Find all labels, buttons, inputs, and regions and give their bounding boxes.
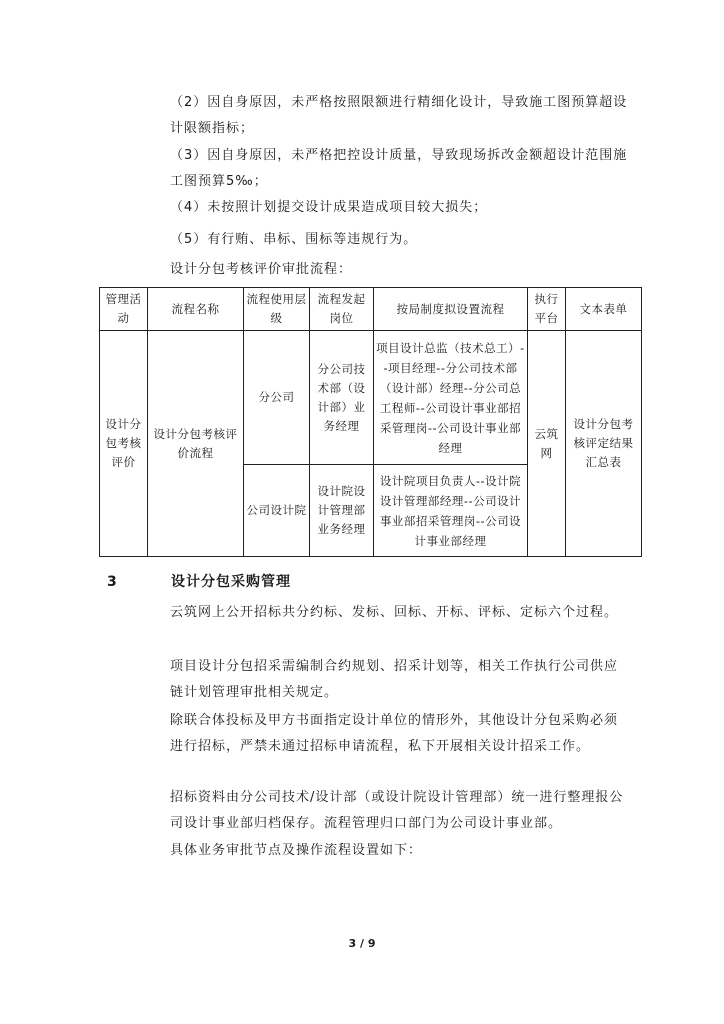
cell-flow: 项目设计总监（技术总工）--项目经理--分公司技术部（设计部）经理--分公司总工程师--公司设计事业部招采管理岗--公司设计事业部经理 [374, 331, 528, 465]
page-number: 3 / 9 [348, 937, 376, 950]
cell-level: 分公司 [244, 331, 310, 465]
table-header-row [100, 288, 642, 331]
approval-flow-table [99, 287, 642, 557]
paragraph: 招标资料由分公司技术/设计部（或设计院设计管理部）统一进行整理报公司设计事业部归档保存。流程管理归口部门为公司设计事业部。 [170, 790, 624, 831]
cell-activity: 设计分包考核评价 [100, 331, 148, 557]
header-form: 文本表单 [566, 288, 642, 331]
cell-process-name: 设计分包考核评价流程 [148, 331, 244, 557]
cell-form: 设计分包考核评定结果汇总表 [566, 331, 642, 557]
header-bureau-flow: 按局制度拟设置流程 [374, 288, 528, 331]
header-process-name: 流程名称 [148, 288, 244, 331]
paragraph-item-4: （4）未按照计划提交设计成果造成项目较大损失； [170, 200, 488, 215]
section-title: 设计分包采购管理 [171, 574, 291, 590]
cell-initiator: 分公司技术部（设计部）业务经理 [310, 331, 374, 465]
header-activity: 管理活动 [100, 288, 148, 331]
cell-level: 公司设计院 [244, 465, 310, 557]
header-initiator: 流程发起岗位 [310, 288, 374, 331]
paragraph: 项目设计分包招采需编制合约规划、招采计划等，相关工作执行公司供应链计划管理审批相关规定。 [170, 659, 619, 700]
paragraph-item-3: （3）因自身原因，未严格把控设计质量，导致现场拆改金额超设计范围施工图预算5‰； [170, 148, 628, 189]
paragraph: 云筑网上公开招标共分约标、发标、回标、开标、评标、定标六个过程。 [170, 605, 619, 620]
cell-flow: 设计院项目负责人--设计院设计管理部经理--公司设计事业部招采管理岗--公司设计事业部经理 [374, 465, 528, 557]
table-caption: 设计分包考核评价审批流程： [170, 262, 353, 277]
cell-platform: 云筑网 [528, 331, 566, 557]
header-level: 流程使用层级 [244, 288, 310, 331]
section-number: 3 [107, 574, 117, 590]
cell-initiator: 设计院设计管理部业务经理 [310, 465, 374, 557]
paragraph: 具体业务审批节点及操作流程设置如下： [170, 843, 423, 858]
paragraph-item-5: （5）有行贿、串标、围标等违规行为。 [170, 232, 418, 247]
paragraph: 除联合体投标及甲方书面指定设计单位的情形外，其他设计分包采购必须进行招标，严禁未通过招标申请流程，私下开展相关设计招采工作。 [170, 713, 619, 754]
header-platform: 执行平台 [528, 288, 566, 331]
paragraph-item-2: （2）因自身原因，未严格按照限额进行精细化设计，导致施工图预算超设计限额指标； [170, 95, 628, 136]
table-row [100, 331, 642, 465]
